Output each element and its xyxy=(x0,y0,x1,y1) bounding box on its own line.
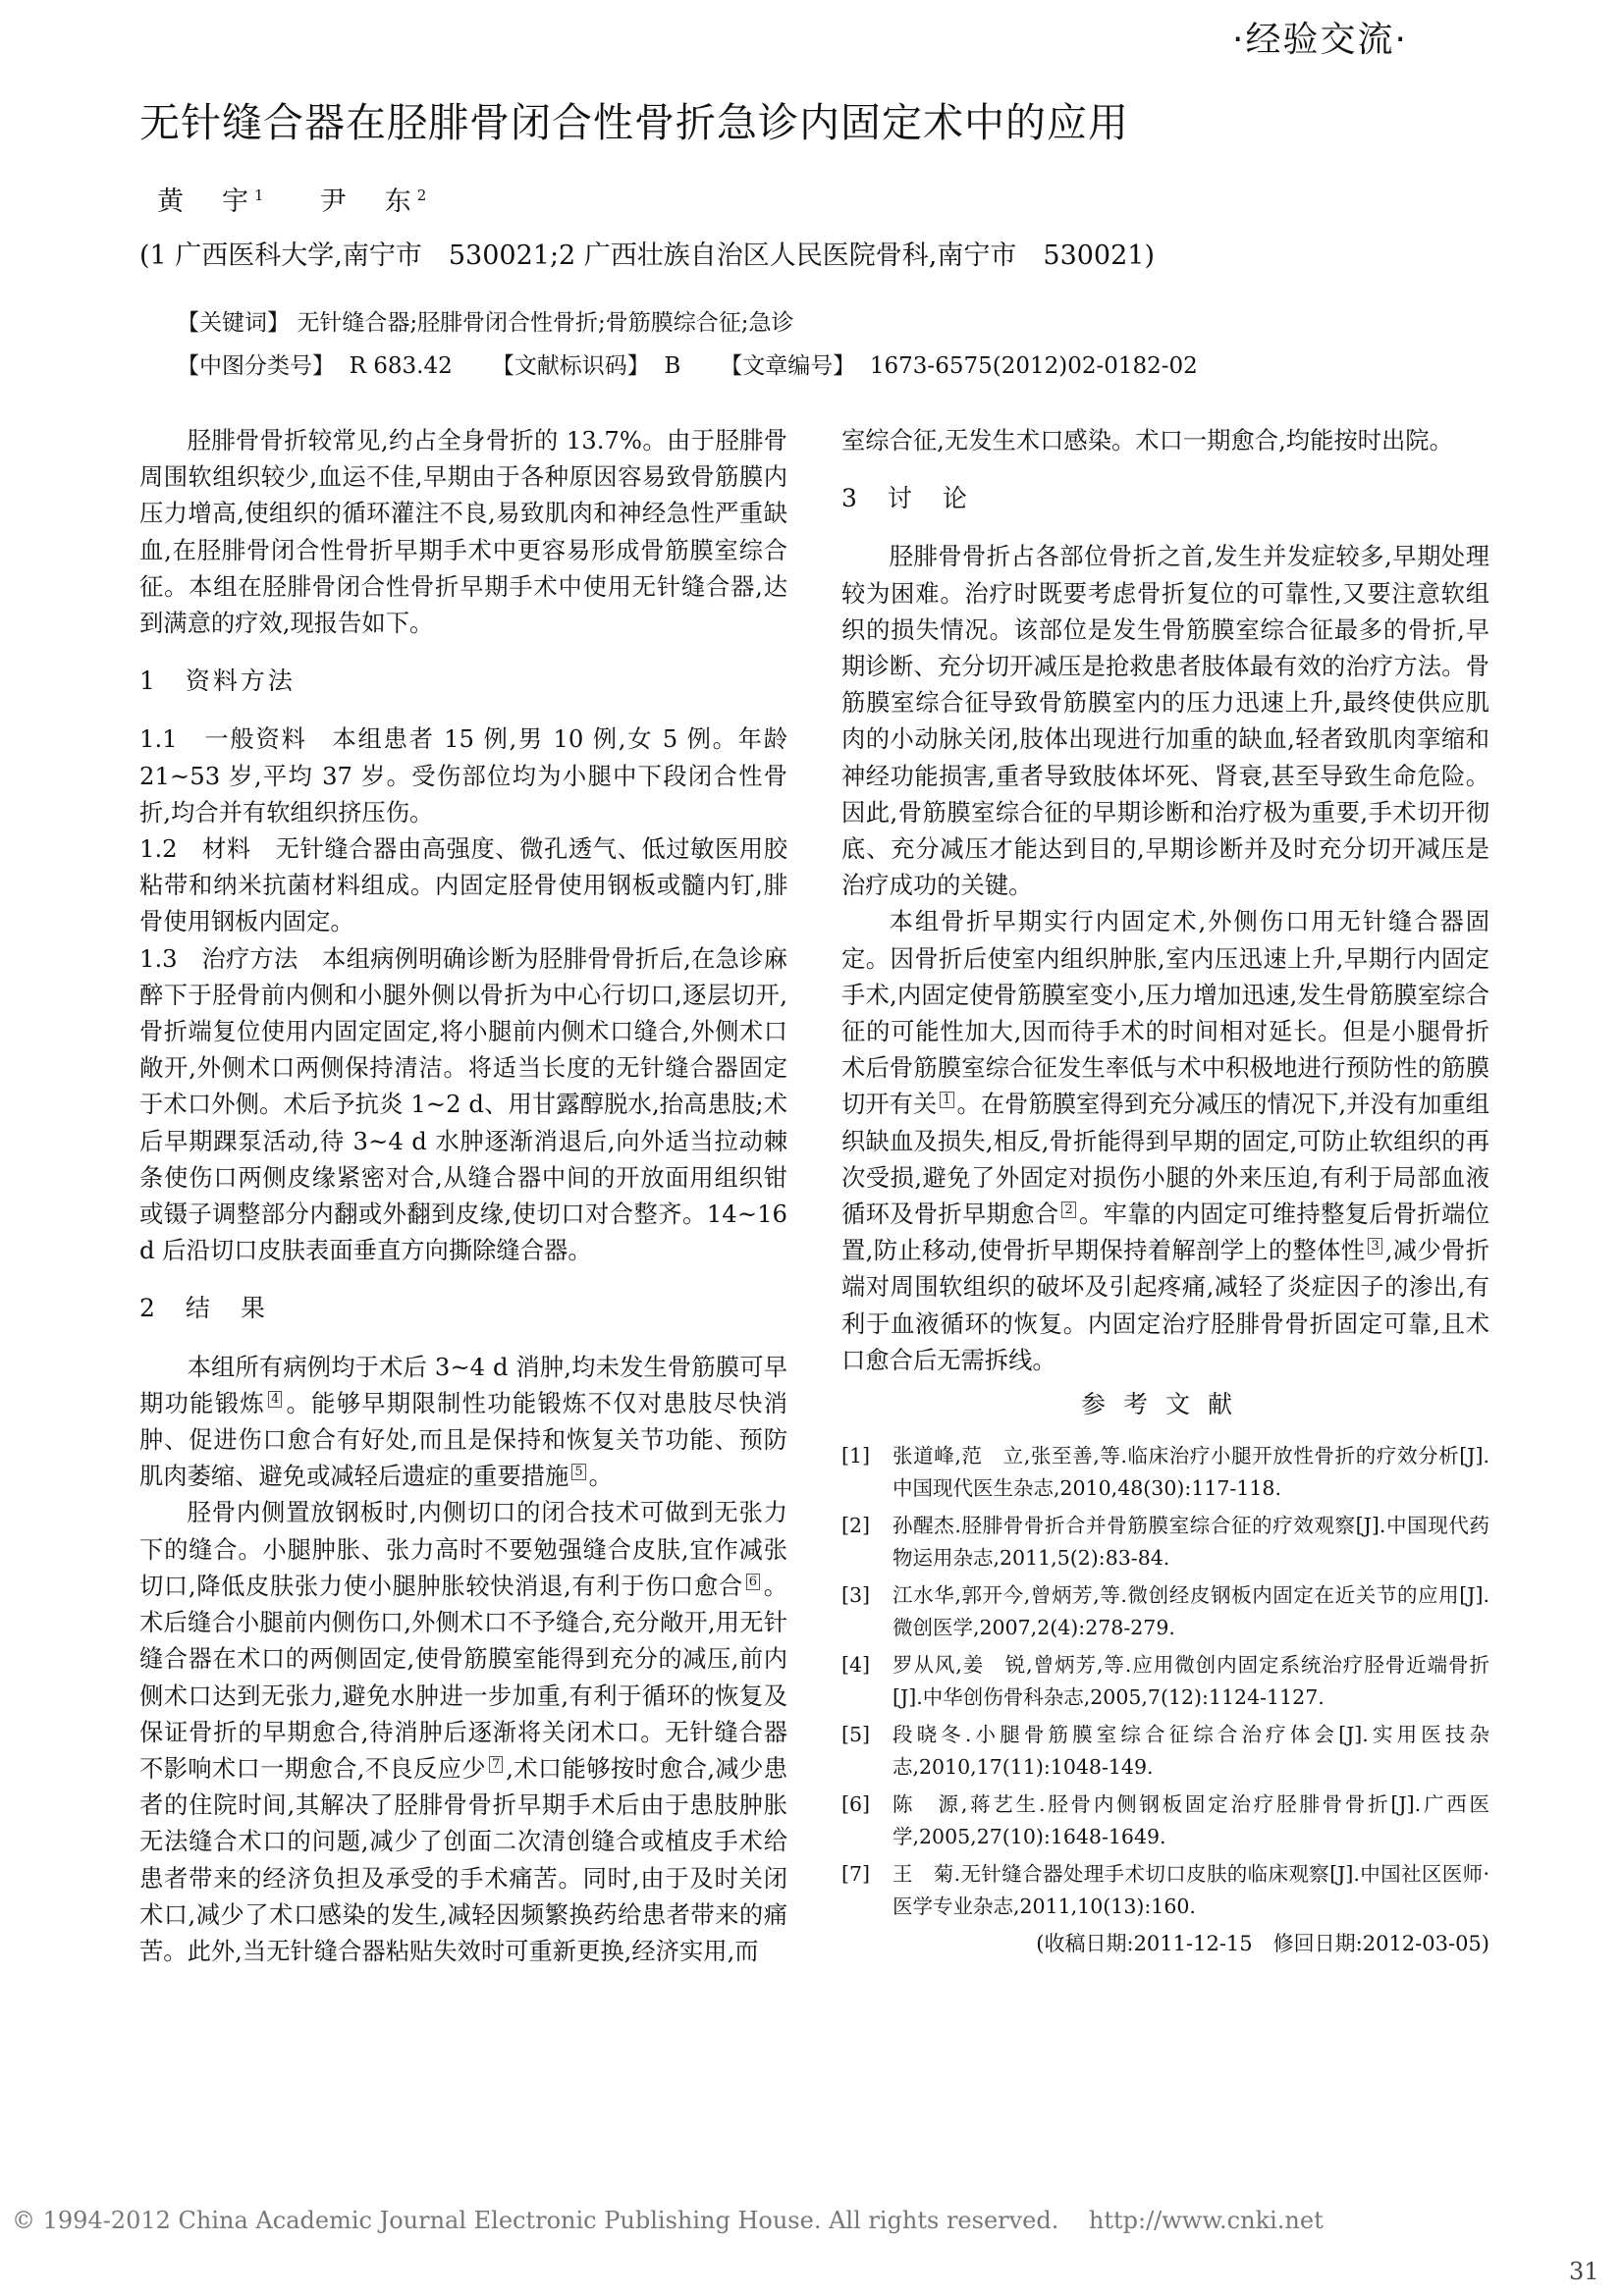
article-title: 无针缝合器在胫腓骨闭合性骨折急诊内固定术中的应用 xyxy=(139,99,1129,146)
author-2-affil: 2 xyxy=(416,187,427,204)
citation-5[interactable]: 5 xyxy=(571,1464,585,1480)
section-1-3: 1.3 治疗方法 本组病例明确诊断为胫腓骨骨折后,在急诊麻醉下于胫骨前内侧和小腿外侧以骨折为中心行切口,逐层切开,骨折端复位使用内固定固定,将小腿前内侧术口缝合,外侧术口敞开,外侧术口两侧保持清洁。将适当长度的无针缝合器固定于术口外侧。术后予抗炎 1~2 d、用甘露醇脱水,抬高患肢;术后早期踝泵活动,待 3~4 d 水肿逐渐消退后,向外适当拉动棘条使伤口两侧皮缘紧密对合,从缝合器中间的开放面用组织钳或镊子调整部分内翻或外翻到皮缘,使切口对合整齐。14~16 d 后沿切口皮肤表面垂直方向撕除缝合器。 xyxy=(139,943,787,1265)
reference-item: [4] 罗从风,姜 锐,曾炳芳,等.应用微创内固定系统治疗胫骨近端骨折[J].中华创伤骨科杂志,2005,7(12):1124-1127. xyxy=(841,1653,1489,1709)
citation-3[interactable]: 3 xyxy=(1368,1238,1381,1255)
author-1-affil: 1 xyxy=(254,187,264,204)
intro-paragraph: 胫腓骨骨折较常见,约占全身骨折的 13.7%。由于胫腓骨周围软组织较少,血运不佳,早期由于各种原因容易致骨筋膜内压力增高,使组织的循环灌注不良,易致肌肉和神经急性严重缺血,在胫腓骨闭合性骨折早期手术中更容易形成骨筋膜室综合征。本组在胫腓骨闭合性骨折早期手术中使用无针缝合器,达到满意的疗效,现报告如下。 xyxy=(139,426,787,638)
section-2-heading: 2 结 果 xyxy=(139,1294,268,1323)
section-tag: ·经验交流· xyxy=(1232,20,1408,60)
results-paragraph-1: 本组所有病例均于术后 3~4 d 消肿,均未发生骨筋膜可早期功能锻炼 $^4$ 。能够早期限制性功能锻炼不仅对患肢尽快消肿、促进伤口愈合有好处,而且是保持和恢复关节功能、预防肌肉萎缩、避免或减轻后遗症的重要措施 $^5$ 。 xyxy=(139,1352,788,1491)
reference-item: [1] 张道峰,范 立,张至善,等.临床治疗小腿开放性骨折的疗效分析[J].中国现代医生杂志,2010,48(30):117-118. xyxy=(841,1444,1489,1500)
left-column xyxy=(139,422,787,1969)
article-label: 【文章编号】 xyxy=(720,353,856,379)
reference-item: [6] 陈 源,蒋艺生.胫骨内侧钢板固定治疗胫腓骨骨折[J].广西医学,2005,27(10):1648-1649. xyxy=(841,1792,1489,1848)
section-1-1: 1.1 一般资料 本组患者 15 例,男 10 例,女 5 例。年龄 21~53 岁,平均 37 岁。受伤部位均为小腿中下段闭合性骨折,均合并有软组织挤压伤。 xyxy=(139,724,787,827)
doc-value: B xyxy=(664,353,681,379)
copyright-footer: © 1994-2012 China Academic Journal Electronic Publishing House. All rights reserved. http://www.cnki.net xyxy=(12,2207,1324,2234)
reference-item: [7] 王 菊.无针缝合器处理手术切口皮肤的临床观察[J].中国社区医师·医学专业杂志,2011,10(13):160. xyxy=(841,1862,1489,1918)
article-value: 1673-6575(2012)02-0182-02 xyxy=(869,353,1198,379)
references-list xyxy=(841,1440,1489,1960)
right-column xyxy=(841,422,1489,1960)
classification-line xyxy=(177,347,1198,380)
citation-6[interactable]: 6 xyxy=(746,1574,760,1590)
section-1-heading: 1 资料方法 xyxy=(139,667,296,696)
reference-item: [5] 段晓冬.小腿骨筋膜室综合征综合治疗体会[J].实用医技杂志,2010,17(11):1048-149. xyxy=(841,1723,1489,1779)
results-continued: 室综合征,无发生术口感染。术口一期愈合,均能按时出院。 xyxy=(841,426,1453,454)
keywords xyxy=(177,304,794,337)
section-1-2: 1.2 材料 无针缝合器由高强度、微孔透气、低过敏医用胶粘带和纳米抗菌材料组成。内固定胫骨使用钢板或髓内钉,腓骨使用钢板内固定。 xyxy=(139,834,787,936)
discussion-paragraph-1: 胫腓骨骨折占各部位骨折之首,发生并发症较多,早期处理较为困难。治疗时既要考虑骨折复位的可靠性,又要注意软组织的损失情况。该部位是发生骨筋膜室综合征最多的骨折,早期诊断、充分切开减压是抢救患者肢体最有效的治疗方法。骨筋膜室综合征导致骨筋膜室内的压力迅速上升,最终使供应肌肉的小动脉关闭,肢体出现进行加重的缺血,轻者致肌肉挛缩和神经功能损害,重者导致肢体坏死、肾衰,甚至导致生命危险。因此,骨筋膜室综合征的早期诊断和治疗极为重要,手术切开彻底、充分减压才能达到目的,早期诊断并及时充分切开减压是治疗成功的关键。 xyxy=(841,542,1489,900)
received-dates: (收稿日期:2011-12-15 修回日期:2012-03-05) xyxy=(1036,1932,1489,1956)
results-paragraph-2: 胫骨内侧置放钢板时,内侧切口的闭合技术可做到无张力下的缝合。小腿肿胀、张力高时不要勉强缝合皮肤,宜作减张切口,降低皮肤张力使小腿肿胀较快消退,有利于伤口愈合 $^6$ 。术后缝合小腿前内侧伤口,外侧术口不予缝合,充分敞开,用无针缝合器在术口的两侧固定,使骨筋膜室能得到充分的减压,前内侧术口达到无张力,避免水肿进一步加重,有利于循环的恢复及保证骨折的早期愈合,待消肿后逐渐将关闭术口。无针缝合器不影响术口一期愈合,不良反应少 $^7$ ,术口能够按时愈合,减少患者的住院时间,其解决了胫腓骨骨折早期手术后由于患肢肿胀无法缝合术口的问题,减少了创面二次清创缝合或植皮手术给患者带来的经济负担及承受的手术痛苦。同时,由于及时关闭术口,减少了术口感染的发生,减轻因频繁换药给患者带来的痛苦。此外,当无针缝合器粘贴失效时可重新更换,经济实用,而 xyxy=(139,1498,787,1965)
citation-1[interactable]: 1 xyxy=(940,1092,953,1108)
citation-2[interactable]: 2 xyxy=(1061,1201,1075,1218)
clc-value: R 683.42 xyxy=(349,353,453,379)
page-number: 31 xyxy=(1569,2258,1599,2285)
citation-4[interactable]: 4 xyxy=(268,1391,282,1408)
discussion-paragraph-2: 本组骨折早期实行内固定术,外侧伤口用无针缝合器固定。因骨折后使室内组织肿胀,室内压迅速上升,早期行内固定手术,内固定使骨筋膜室变小,压力增加迅速,发生骨筋膜室综合征的可能性加大,因而待手术的时间相对延长。但是小腿骨折术后骨筋膜室综合征发生率低与术中积极地进行预防性的筋膜切开有关 $^1$ 。在骨筋膜室得到充分减压的情况下,并没有加重组织缺血及损失,相反,骨折能得到早期的固定,可防止软组织的再次受损,避免了外固定对损伤小腿的外来压迫,有利于局部血液循环及骨折早期愈合 $^2$ 。牢靠的内固定可维持整复后骨折端位置,防止移动,使骨折早期保持着解剖学上的整体性 $^3$ ,减少骨折端对周围软组织的破坏及引起疼痛,减轻了炎症因子的渗出,有利于血液循环的恢复。内固定治疗胫腓骨骨折固定可靠,且术口愈合后无需拆线。 xyxy=(841,907,1490,1374)
author-1: 黄 宇 xyxy=(157,187,254,217)
author-2: 尹 东 xyxy=(319,187,417,217)
reference-item: [2] 孙醒杰.胫腓骨骨折合并骨筋膜室综合征的疗效观察[J].中国现代药物运用杂志,2011,5(2):83-84. xyxy=(841,1514,1489,1570)
authors xyxy=(157,180,426,218)
doc-label: 【文献标识码】 xyxy=(491,353,650,379)
citation-7[interactable]: 7 xyxy=(489,1756,503,1773)
reference-item: [3] 江水华,郭开今,曾炳芳,等.微创经皮钢板内固定在近关节的应用[J].微创医学,2007,2(4):278-279. xyxy=(841,1583,1489,1639)
keywords-text: 无针缝合器;胫腓骨闭合性骨折;骨筋膜综合征;急诊 xyxy=(297,310,794,336)
references-heading: 参考文献 xyxy=(1080,1390,1250,1419)
section-3-heading: 3 讨 论 xyxy=(841,484,970,513)
keywords-label: 【关键词】 xyxy=(177,310,290,336)
clc-label: 【中图分类号】 xyxy=(177,353,335,379)
affiliation: (1 广西医科大学,南宁市 530021;2 广西壮族自治区人民医院骨科,南宁市 530021) xyxy=(139,240,1155,271)
